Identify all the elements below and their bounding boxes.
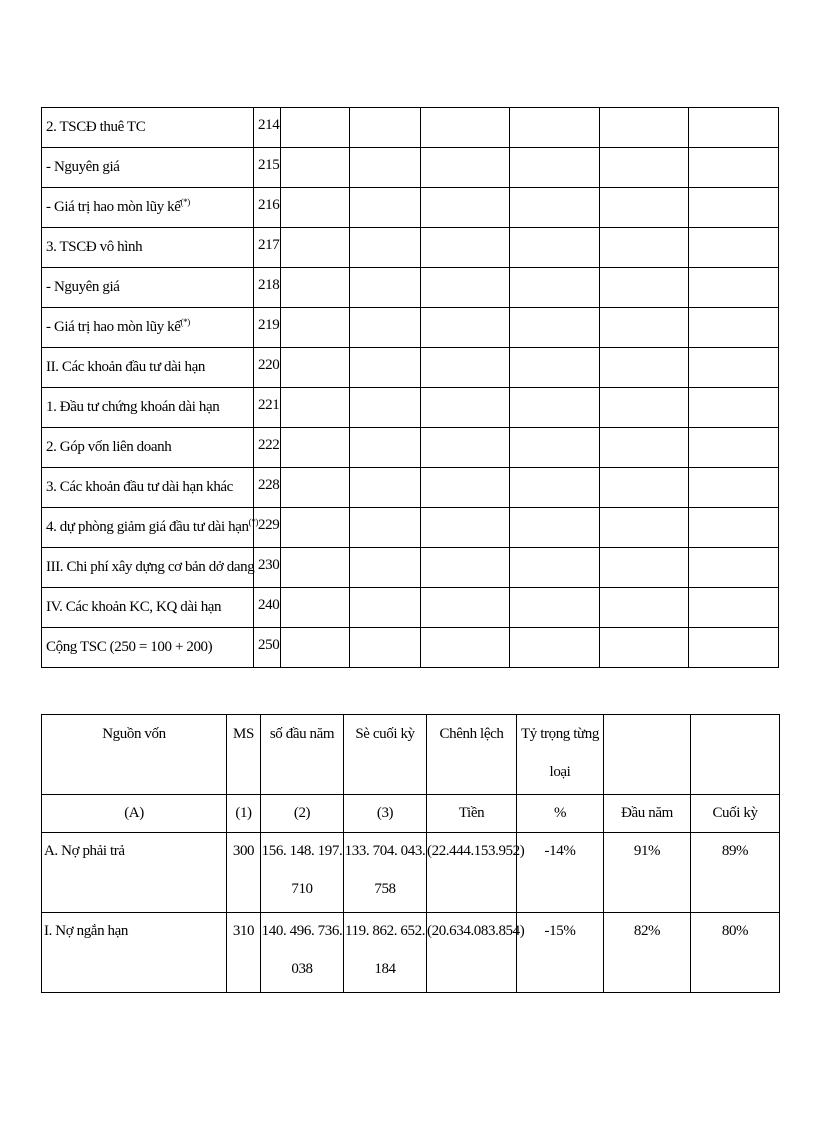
- row-end-line2: 184: [374, 961, 396, 977]
- empty-cell: [689, 348, 779, 388]
- empty-cell: [421, 228, 510, 268]
- row-name: - Giá trị hao mòn lũy kế: [46, 199, 181, 215]
- row-start: [261, 833, 344, 913]
- row-name-cell: [42, 348, 254, 388]
- empty-cell: [600, 508, 689, 548]
- subheader-1: (1): [227, 795, 261, 833]
- empty-cell: [281, 108, 350, 148]
- table-row: [42, 348, 779, 388]
- table-row: [42, 588, 779, 628]
- header-row: [42, 715, 780, 795]
- row-name: - Nguyên giá: [46, 279, 120, 295]
- empty-cell: [600, 588, 689, 628]
- empty-cell: [281, 468, 350, 508]
- empty-cell: [689, 228, 779, 268]
- empty-cell: [600, 268, 689, 308]
- empty-cell: [689, 548, 779, 588]
- row-pct: -14%: [517, 833, 604, 913]
- row-name: 3. Các khoản đầu tư dài hạn khác: [46, 479, 233, 495]
- row-share-end: 80%: [691, 913, 780, 993]
- empty-cell: [421, 308, 510, 348]
- empty-cell: [600, 428, 689, 468]
- row-start: [261, 913, 344, 993]
- empty-cell: [689, 388, 779, 428]
- capital-source-table: [41, 714, 780, 993]
- row-name-cell: [42, 468, 254, 508]
- empty-cell: [281, 268, 350, 308]
- empty-cell: [350, 348, 421, 388]
- empty-cell: [600, 308, 689, 348]
- row-name-cell: [42, 268, 254, 308]
- row-pct: -15%: [517, 913, 604, 993]
- table-row: [42, 508, 779, 548]
- table-row: [42, 833, 780, 913]
- empty-cell: [281, 148, 350, 188]
- header-diff: Chênh lệch: [427, 715, 517, 795]
- empty-cell: [421, 548, 510, 588]
- row-code: 218: [254, 268, 281, 308]
- row-code: 217: [254, 228, 281, 268]
- row-name-cell: [42, 588, 254, 628]
- empty-cell: [689, 108, 779, 148]
- row-name-cell: [42, 228, 254, 268]
- row-code: 230: [254, 548, 281, 588]
- empty-cell: [281, 428, 350, 468]
- empty-cell: [689, 428, 779, 468]
- empty-cell: [350, 228, 421, 268]
- subheader-pct: %: [517, 795, 604, 833]
- row-name: A. Nợ phải trả: [42, 833, 227, 913]
- row-code: 228: [254, 468, 281, 508]
- empty-cell: [421, 108, 510, 148]
- subheader-a: (A): [42, 795, 227, 833]
- table-row: [42, 188, 779, 228]
- empty-cell: [510, 268, 600, 308]
- header-start: số đầu năm: [261, 715, 344, 795]
- row-name-cell: [42, 628, 254, 668]
- empty-cell: [350, 428, 421, 468]
- header-end: Sè cuối kỳ: [344, 715, 427, 795]
- empty-cell: [281, 588, 350, 628]
- empty-cell: [350, 508, 421, 548]
- empty-cell: [510, 388, 600, 428]
- row-start-line1: 140. 496. 736.: [261, 923, 343, 939]
- row-name: II. Các khoản đầu tư dài hạn: [46, 359, 205, 375]
- row-code: 220: [254, 348, 281, 388]
- empty-cell: [689, 508, 779, 548]
- row-code: 222: [254, 428, 281, 468]
- row-name: - Giá trị hao mòn lũy kế: [46, 319, 181, 335]
- empty-cell: [510, 108, 600, 148]
- empty-cell: [510, 628, 600, 668]
- empty-cell: [510, 468, 600, 508]
- header-ratio: [517, 715, 604, 795]
- empty-cell: [600, 188, 689, 228]
- row-code: 214: [254, 108, 281, 148]
- row-start-line2: 710: [291, 881, 313, 897]
- empty-cell: [281, 308, 350, 348]
- row-name-cell: [42, 308, 254, 348]
- table-row: [42, 428, 779, 468]
- row-name: Cộng TSC (250 = 100 + 200): [46, 639, 213, 655]
- row-share-end: 89%: [691, 833, 780, 913]
- row-code: 216: [254, 188, 281, 228]
- row-footnote-mark: (*): [180, 197, 190, 207]
- empty-cell: [689, 468, 779, 508]
- empty-cell: [421, 148, 510, 188]
- empty-cell: [421, 628, 510, 668]
- table-row: [42, 913, 780, 993]
- row-end: [344, 833, 427, 913]
- row-diff: (22.444.153.952): [427, 833, 517, 913]
- empty-cell: [689, 628, 779, 668]
- empty-cell: [600, 348, 689, 388]
- subheader-start-year: Đầu năm: [604, 795, 691, 833]
- header-source: Nguồn vốn: [42, 715, 227, 795]
- row-name-cell: [42, 188, 254, 228]
- row-name: 1. Đầu tư chứng khoán dài hạn: [46, 399, 220, 415]
- empty-cell: [510, 548, 600, 588]
- header-empty-1: [604, 715, 691, 795]
- empty-cell: [689, 308, 779, 348]
- row-code: 240: [254, 588, 281, 628]
- subheader-2: (2): [261, 795, 344, 833]
- header-empty-2: [691, 715, 780, 795]
- row-footnote-mark: (*): [248, 517, 258, 527]
- row-code: 250: [254, 628, 281, 668]
- empty-cell: [281, 628, 350, 668]
- row-start-line2: 038: [291, 961, 313, 977]
- row-code: 229: [254, 508, 281, 548]
- row-name: - Nguyên giá: [46, 159, 120, 175]
- table-row: [42, 468, 779, 508]
- empty-cell: [421, 188, 510, 228]
- row-name-cell: [42, 108, 254, 148]
- row-name-cell: [42, 548, 254, 588]
- table-row: [42, 308, 779, 348]
- empty-cell: [600, 548, 689, 588]
- row-share-start: 82%: [604, 913, 691, 993]
- empty-cell: [510, 588, 600, 628]
- row-name-cell: [42, 508, 258, 548]
- row-name-cell: [42, 428, 254, 468]
- empty-cell: [350, 468, 421, 508]
- empty-cell: [510, 428, 600, 468]
- empty-cell: [510, 308, 600, 348]
- empty-cell: [510, 508, 600, 548]
- empty-cell: [600, 468, 689, 508]
- row-footnote-mark: (*): [180, 317, 190, 327]
- empty-cell: [600, 108, 689, 148]
- empty-cell: [421, 588, 510, 628]
- header-ratio-line1: Tỷ trọng từng: [521, 726, 599, 742]
- empty-cell: [689, 268, 779, 308]
- empty-cell: [510, 188, 600, 228]
- row-name: III. Chi phí xây dựng cơ bản dở dang: [46, 559, 255, 575]
- empty-cell: [600, 228, 689, 268]
- row-share-start: 91%: [604, 833, 691, 913]
- row-name-cell: [42, 388, 254, 428]
- empty-cell: [281, 508, 350, 548]
- row-start-line1: 156. 148. 197.: [261, 843, 343, 859]
- empty-cell: [281, 228, 350, 268]
- empty-cell: [421, 428, 510, 468]
- empty-cell: [281, 348, 350, 388]
- empty-cell: [350, 108, 421, 148]
- empty-cell: [600, 628, 689, 668]
- subheader-3: (3): [344, 795, 427, 833]
- row-code: 215: [254, 148, 281, 188]
- row-name: 4. dự phòng giảm giá đầu tư dài hạn: [46, 519, 249, 535]
- empty-cell: [350, 188, 421, 228]
- empty-cell: [421, 508, 510, 548]
- empty-cell: [689, 188, 779, 228]
- empty-cell: [421, 268, 510, 308]
- table-row: [42, 628, 779, 668]
- row-code: 221: [254, 388, 281, 428]
- subheader-row: [42, 795, 780, 833]
- table-row: [42, 228, 779, 268]
- empty-cell: [510, 348, 600, 388]
- empty-cell: [510, 228, 600, 268]
- row-ms: 310: [227, 913, 261, 993]
- empty-cell: [421, 388, 510, 428]
- empty-cell: [281, 388, 350, 428]
- row-code: 219: [254, 308, 281, 348]
- table-row: [42, 388, 779, 428]
- table-row: [42, 108, 779, 148]
- table-row: [42, 268, 779, 308]
- table-row: [42, 548, 779, 588]
- header-ms: MS: [227, 715, 261, 795]
- header-ratio-line2: loại: [549, 764, 571, 780]
- empty-cell: [350, 268, 421, 308]
- empty-cell: [350, 588, 421, 628]
- row-name: 2. TSCĐ thuê TC: [46, 119, 146, 135]
- empty-cell: [689, 148, 779, 188]
- empty-cell: [350, 628, 421, 668]
- empty-cell: [281, 548, 350, 588]
- empty-cell: [421, 348, 510, 388]
- empty-cell: [350, 148, 421, 188]
- empty-cell: [350, 388, 421, 428]
- empty-cell: [421, 468, 510, 508]
- subheader-end-period: Cuối kỳ: [691, 795, 780, 833]
- empty-cell: [600, 388, 689, 428]
- row-end-line1: 119. 862. 652.: [344, 923, 426, 939]
- row-name: 2. Góp vốn liên doanh: [46, 439, 172, 455]
- table-row: [42, 148, 779, 188]
- empty-cell: [510, 148, 600, 188]
- row-name: I. Nợ ngắn hạn: [42, 913, 227, 993]
- row-end-line1: 133. 704. 043.: [344, 843, 426, 859]
- empty-cell: [281, 188, 350, 228]
- row-diff: (20.634.083.854): [427, 913, 517, 993]
- row-ms: 300: [227, 833, 261, 913]
- empty-cell: [689, 588, 779, 628]
- empty-cell: [600, 148, 689, 188]
- row-name: IV. Các khoản KC, KQ dài hạn: [46, 599, 222, 615]
- row-name-cell: [42, 148, 254, 188]
- row-end: [344, 913, 427, 993]
- empty-cell: [350, 548, 421, 588]
- asset-table: [41, 107, 779, 668]
- row-name: 3. TSCĐ vô hình: [46, 239, 143, 255]
- subheader-money: Tiền: [427, 795, 517, 833]
- empty-cell: [350, 308, 421, 348]
- row-end-line2: 758: [374, 881, 396, 897]
